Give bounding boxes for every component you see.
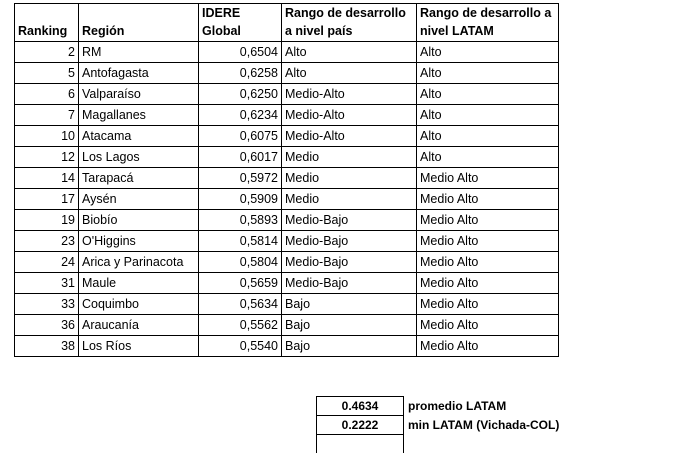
stat-label: promedio LATAM <box>408 399 507 413</box>
table-row <box>15 336 559 357</box>
cell-idere: 0,6504 <box>199 42 282 63</box>
cell-idere: 0,5540 <box>199 336 282 357</box>
cell-rango-pais: Bajo <box>282 294 417 315</box>
cell-idere: 0,6258 <box>199 63 282 84</box>
cell-rango-pais: Medio-Alto <box>282 126 417 147</box>
cell-idere: 0,5814 <box>199 231 282 252</box>
cell-region: Magallanes <box>79 105 199 126</box>
cell-rango-pais: Medio-Bajo <box>282 210 417 231</box>
cell-ranking: 14 <box>15 168 79 189</box>
stat-label: min LATAM (Vichada-COL) <box>408 418 560 432</box>
cell-region: Los Ríos <box>79 336 199 357</box>
cell-rango-latam: Alto <box>417 42 559 63</box>
cell-rango-pais: Medio <box>282 189 417 210</box>
cell-region: RM <box>79 42 199 63</box>
cell-rango-latam: Medio Alto <box>417 315 559 336</box>
cell-ranking: 33 <box>15 294 79 315</box>
stats-row <box>317 397 563 416</box>
cell-idere: 0,5804 <box>199 252 282 273</box>
cell-rango-latam: Medio Alto <box>417 210 559 231</box>
cell-rango-pais: Bajo <box>282 336 417 357</box>
header-rango-latam: Rango de desarrollo a nivel LATAM <box>417 4 559 42</box>
stats-row-partial <box>317 435 563 453</box>
cell-ranking: 31 <box>15 273 79 294</box>
cell-region: Biobío <box>79 210 199 231</box>
cell-ranking: 38 <box>15 336 79 357</box>
cell-region: Coquimbo <box>79 294 199 315</box>
cell-rango-latam: Alto <box>417 84 559 105</box>
cell-ranking: 5 <box>15 63 79 84</box>
cell-idere: 0,6250 <box>199 84 282 105</box>
cell-ranking: 23 <box>15 231 79 252</box>
stat-value: 0.4634 <box>317 397 404 416</box>
table-row <box>15 147 559 168</box>
cell-rango-pais: Medio <box>282 168 417 189</box>
table-body <box>15 42 559 357</box>
cell-rango-latam: Alto <box>417 105 559 126</box>
cell-idere: 0,5562 <box>199 315 282 336</box>
header-rango-pais: Rango de desarrollo a nivel país <box>282 4 417 42</box>
cell-rango-latam: Medio Alto <box>417 189 559 210</box>
cell-region: Araucanía <box>79 315 199 336</box>
cell-ranking: 24 <box>15 252 79 273</box>
stat-value: 0.2222 <box>317 416 404 435</box>
cell-idere: 0,5634 <box>199 294 282 315</box>
cell-rango-pais: Alto <box>282 42 417 63</box>
cell-idere: 0,6017 <box>199 147 282 168</box>
cell-rango-pais: Medio-Bajo <box>282 273 417 294</box>
table-row <box>15 105 559 126</box>
cell-ranking: 19 <box>15 210 79 231</box>
cell-ranking: 2 <box>15 42 79 63</box>
cell-ranking: 10 <box>15 126 79 147</box>
cell-rango-pais: Medio-Bajo <box>282 231 417 252</box>
cell-ranking: 6 <box>15 84 79 105</box>
cell-region: Maule <box>79 273 199 294</box>
latam-stats-table <box>316 396 563 453</box>
cell-region: Aysén <box>79 189 199 210</box>
cell-region: Valparaíso <box>79 84 199 105</box>
cell-region: Atacama <box>79 126 199 147</box>
stats-row <box>317 416 563 435</box>
table-row <box>15 84 559 105</box>
header-ranking: Ranking <box>15 4 79 42</box>
cell-rango-latam: Alto <box>417 63 559 84</box>
cell-rango-pais: Medio <box>282 147 417 168</box>
cell-ranking: 12 <box>15 147 79 168</box>
table-row <box>15 252 559 273</box>
table-row <box>15 168 559 189</box>
cell-rango-pais: Medio-Bajo <box>282 252 417 273</box>
table-header <box>15 4 559 42</box>
cell-rango-pais: Medio-Alto <box>282 84 417 105</box>
stat-value-empty <box>317 435 404 453</box>
cell-rango-latam: Medio Alto <box>417 168 559 189</box>
cell-idere: 0,5659 <box>199 273 282 294</box>
stat-label-empty <box>404 435 563 453</box>
cell-idere: 0,6075 <box>199 126 282 147</box>
cell-ranking: 7 <box>15 105 79 126</box>
cell-rango-pais: Alto <box>282 63 417 84</box>
stats-body <box>317 397 563 453</box>
cell-rango-latam: Medio Alto <box>417 273 559 294</box>
table-row <box>15 231 559 252</box>
cell-rango-latam: Alto <box>417 147 559 168</box>
cell-region: Los Lagos <box>79 147 199 168</box>
cell-ranking: 17 <box>15 189 79 210</box>
table-row <box>15 315 559 336</box>
cell-idere: 0,5893 <box>199 210 282 231</box>
table-row <box>15 42 559 63</box>
cell-idere: 0,5972 <box>199 168 282 189</box>
cell-idere: 0,5909 <box>199 189 282 210</box>
cell-region: Antofagasta <box>79 63 199 84</box>
table-row <box>15 126 559 147</box>
cell-region: Tarapacá <box>79 168 199 189</box>
cell-rango-latam: Medio Alto <box>417 231 559 252</box>
header-region: Región <box>79 4 199 42</box>
table-row <box>15 189 559 210</box>
table-row <box>15 273 559 294</box>
table-row <box>15 63 559 84</box>
cell-rango-latam: Medio Alto <box>417 252 559 273</box>
cell-rango-pais: Bajo <box>282 315 417 336</box>
cell-region: Arica y Parinacota <box>79 252 199 273</box>
table-row <box>15 210 559 231</box>
idere-table <box>14 3 559 357</box>
header-idere: IDERE Global <box>199 4 282 42</box>
cell-rango-latam: Medio Alto <box>417 336 559 357</box>
cell-region: O'Higgins <box>79 231 199 252</box>
cell-rango-pais: Medio-Alto <box>282 105 417 126</box>
cell-idere: 0,6234 <box>199 105 282 126</box>
header-row <box>15 4 559 42</box>
table-row <box>15 294 559 315</box>
cell-ranking: 36 <box>15 315 79 336</box>
cell-rango-latam: Medio Alto <box>417 294 559 315</box>
cell-rango-latam: Alto <box>417 126 559 147</box>
